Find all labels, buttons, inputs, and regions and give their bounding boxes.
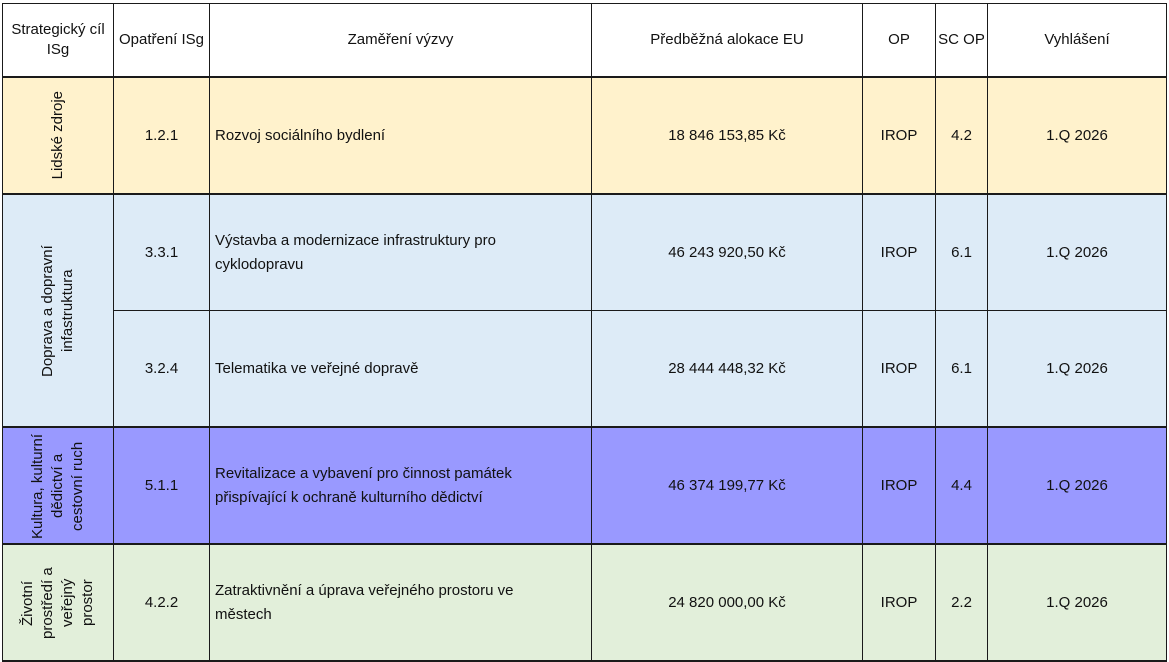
allocation-table [2, 3, 1167, 662]
announcement-cell: 1.Q 2026 [988, 194, 1167, 311]
strategic-goal-label: Doprava a dopravní infastruktura [39, 244, 76, 377]
measure-cell: 3.2.4 [114, 311, 210, 428]
allocation-cell: 46 374 199,77 Kč [592, 427, 863, 544]
header-allocation: Předběžná alokace EU [592, 4, 863, 78]
sc-op-cell: 4.4 [936, 427, 988, 544]
allocation-cell: 28 444 448,32 Kč [592, 311, 863, 428]
allocation-cell: 18 846 153,85 Kč [592, 77, 863, 194]
header-measure: Opatření ISg [114, 4, 210, 78]
sc-op-cell: 6.1 [936, 194, 988, 311]
table-row [3, 311, 1167, 428]
strategic-goal-cell [3, 77, 114, 194]
strategic-goal-label: Životní prostředí a veřejný prostor [19, 566, 96, 639]
sc-op-cell: 6.1 [936, 311, 988, 428]
focus-cell: Zatraktivnění a úprava veřejného prostoru ve městech [210, 544, 592, 661]
strategic-goal-label: Lidské zdroje [49, 91, 66, 180]
sc-op-cell: 2.2 [936, 544, 988, 661]
header-op: OP [863, 4, 936, 78]
op-cell: IROP [863, 427, 936, 544]
strategic-goal-cell [3, 194, 114, 427]
op-cell: IROP [863, 544, 936, 661]
table-row [3, 544, 1167, 661]
measure-cell: 4.2.2 [114, 544, 210, 661]
table-row [3, 427, 1167, 544]
announcement-cell: 1.Q 2026 [988, 77, 1167, 194]
strategic-goal-cell [3, 544, 114, 661]
op-cell: IROP [863, 77, 936, 194]
allocation-cell: 46 243 920,50 Kč [592, 194, 863, 311]
header-focus: Zaměření výzvy [210, 4, 592, 78]
op-cell: IROP [863, 194, 936, 311]
allocation-cell: 24 820 000,00 Kč [592, 544, 863, 661]
header-row [3, 4, 1167, 78]
measure-cell: 5.1.1 [114, 427, 210, 544]
header-sc-op: SC OP [936, 4, 988, 78]
focus-cell: Telematika ve veřejné dopravě [210, 311, 592, 428]
announcement-cell: 1.Q 2026 [988, 427, 1167, 544]
announcement-cell: 1.Q 2026 [988, 544, 1167, 661]
strategic-goal-label: Kultura, kulturní dědictví a cestovní ruch [29, 432, 86, 539]
measure-cell: 1.2.1 [114, 77, 210, 194]
table-row [3, 194, 1167, 311]
measure-cell: 3.3.1 [114, 194, 210, 311]
header-strategic-goal: Strategický cíl ISg [3, 4, 114, 78]
strategic-goal-cell [3, 427, 114, 544]
header-announcement: Vyhlášení [988, 4, 1167, 78]
table-row [3, 77, 1167, 194]
focus-cell: Rozvoj sociálního bydlení [210, 77, 592, 194]
op-cell: IROP [863, 311, 936, 428]
sc-op-cell: 4.2 [936, 77, 988, 194]
focus-cell: Výstavba a modernizace infrastruktury pro cyklodopravu [210, 194, 592, 311]
focus-cell: Revitalizace a vybavení pro činnost památek přispívající k ochraně kulturního dědictví [210, 427, 592, 544]
announcement-cell: 1.Q 2026 [988, 311, 1167, 428]
